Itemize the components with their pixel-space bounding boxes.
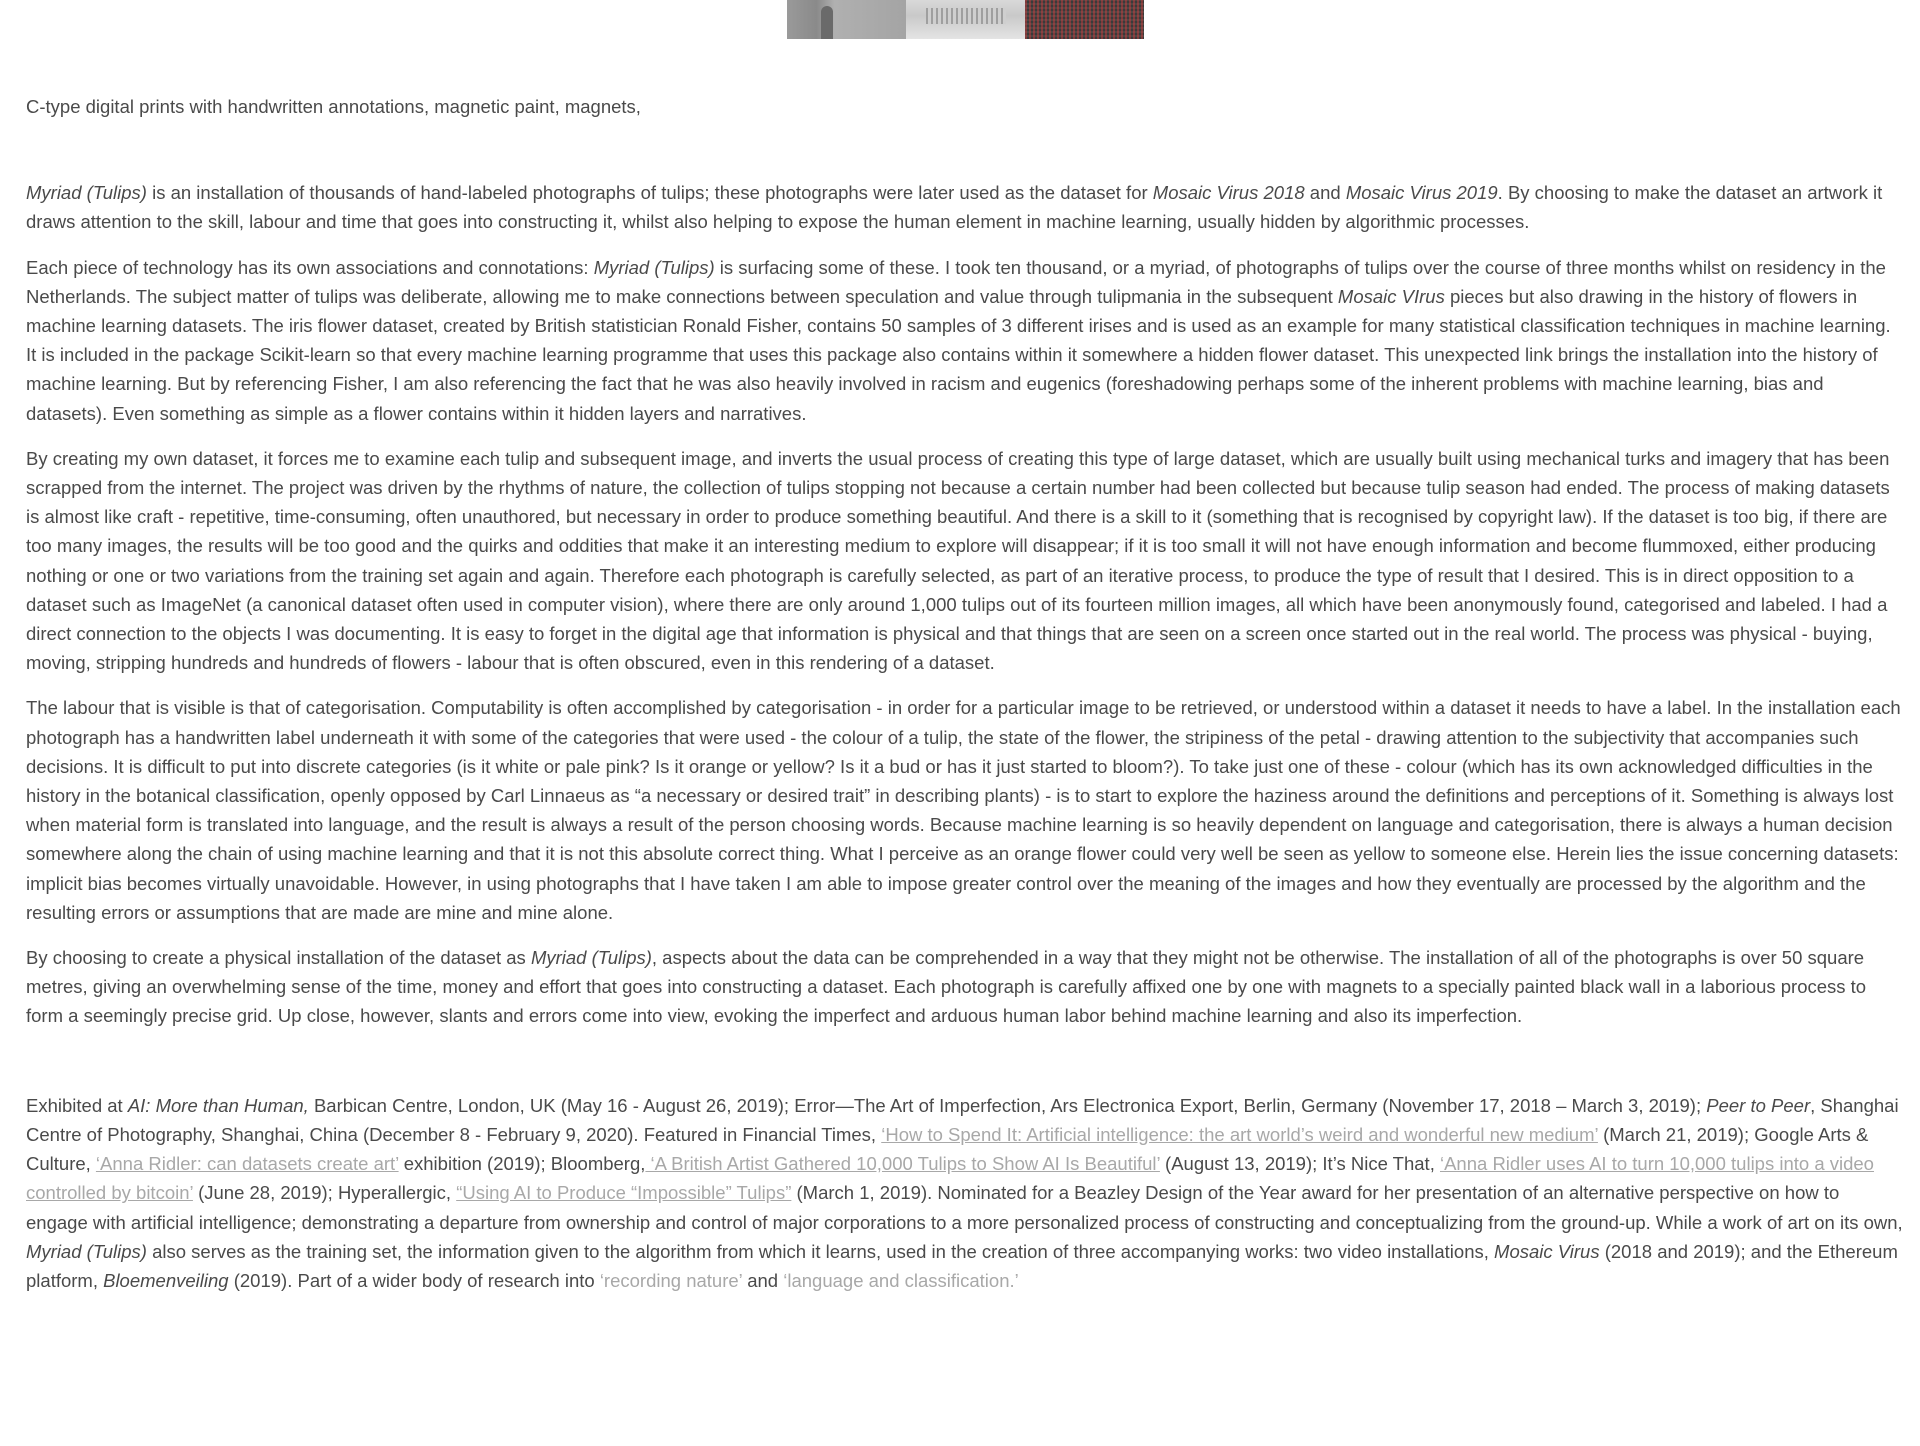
link-hyperallergic[interactable]: “Using AI to Produce “Impossible” Tulips” [456,1182,792,1204]
paragraph-intro [26,178,1906,236]
work-title: Myriad (Tulips) [593,256,715,278]
thumbnail-gallery-view-1[interactable] [787,0,906,39]
text-span: (March 21, 2019); Google Arts & Culture, [26,1123,1869,1175]
text-span: Exhibited at [26,1094,128,1116]
text-span: (2018 and 2019); and the Ethereum platform, [26,1240,1898,1291]
work-title: Myriad (Tulips) [26,182,147,204]
work-title: Bloemenveiling [103,1269,229,1291]
thumbnail-installation-detail[interactable] [1025,0,1144,39]
text-span: , Shanghai Centre of Photography, Shanghai, China (December 8 - February 9, 2020). Featured in Financial Times, [26,1094,1899,1145]
text-span: , aspects about the data can be comprehended in a way that they might not be otherwise. The installation of all of the photographs is over 50 square metres, giving an overwhelming sense of the time, money and effort that goes into constructing a dataset. Each photograph is carefully affixed one by one with magnets to a specially painted black wall in a laborious process to form a seemingly precise grid. Up close, however, slants and errors come into view, evoking the imperfect and arduous human labor behind machine learning and also its imperfection. [26,947,1867,1027]
text-span: pieces but also drawing in the history of flowers in machine learning datasets. The iris flower dataset, created by British statistician Ronald Fisher, contains 50 samples of 3 different irises and is used as an example for many statistical classification techniques in machine learning. It is included in the package Scikit-learn so that every machine learning programme that uses this package also contains within it somewhere a hidden flower dataset. This unexpected link brings the installation into the history of machine learning. But by referencing Fisher, I am also referencing the fact that he was also heavily involved in racism and eugenics (foreshadowing perhaps some of the inherent problems with machine learning, bias and datasets). Even something as simple as a flower contains within it hidden layers and narratives. [26,285,1891,424]
text-span: (June 28, 2019); Hyperallergic, [192,1182,457,1204]
thumbnail-strip [787,0,1144,39]
work-title: Mosaic Virus 2019 [1345,182,1498,204]
work-title: Mosaic VIrus [1337,285,1445,307]
text-span: By choosing to create a physical installation of the dataset as [26,947,531,969]
exhibition-title: Peer to Peer [1706,1094,1811,1116]
text-span: and [742,1269,784,1291]
link-its-nice-that[interactable]: ‘Anna Ridler uses AI to turn 10,000 tulips into a video controlled by bitcoin’ [26,1153,1874,1204]
medium-line: C-type digital prints with handwritten annotations, magnetic paint, magnets, [26,96,641,117]
text-span: (March 1, 2019). Nominated for a Beazley Design of the Year award for her presentation of an alternative perspective on how to engage with artificial intelligence; demonstrating a departure from ownership and control of major corporations to a more personalized process of constructing and conceptualizing from the ground-up. While a work of art on its own, [26,1182,1903,1233]
link-bloomberg[interactable]: ‘A British Artist Gathered 10,000 Tulips to Show AI Is Beautiful’ [645,1153,1160,1175]
text-span: also serves as the training set, the information given to the algorithm from which it learns, used in the creation of three accompanying works: two video installations, [146,1240,1495,1262]
paragraph-installation [26,943,1906,1031]
thumbnail-gallery-view-2[interactable] [906,0,1025,39]
paragraph-dataset: By creating my own dataset, it forces me to examine each tulip and subsequent image, and inverts the usual process of creating this type of large dataset, which are usually built using mechanical turks and imagery that has been scrapped from the internet. The project was driven by the rhythms of nature, the collection of tulips stopping not because a certain number had been collected but because tulip season had ended. The process of making datasets is almost like craft - repetitive, time-consuming, often unauthored, but necessary in order to produce something beautiful. And there is a skill to it (something that is recognised by copyright law). If the dataset is too big, if there are too many images, the results will be too good and the quirks and oddities that make it an interesting medium to explore will disappear; if it is too small it will not have enough information and become flummoxed, either producing nothing or one or two variations from the training set again and again. Therefore each photograph is carefully selected, as part of an iterative process, to produce the type of result that I desired. This is in direct opposition to a dataset such as ImageNet (a canonical dataset often used in computer vision), where there are only around 1,000 tulips out of its fourteen million images, all which have been anonymously found, categorised and labeled. I had a direct connection to the objects I was documenting. It is easy to forget in the digital age that information is physical and that things that are seen on a screen once started out in the real world. The process was physical - buying, moving, stripping hundreds and hundreds of flowers - labour that is often obscured, even in this rendering of a dataset. [26,447,1890,674]
exhibition-title: AI: More than Human, [127,1094,309,1116]
paragraph-technology [26,253,1906,428]
work-title: Myriad (Tulips) [530,947,652,969]
work-title: Myriad (Tulips) [26,1240,147,1262]
artwork-description [26,92,1906,1311]
paragraph-labour: The labour that is visible is that of categorisation. Computability is often accomplished by categorisation - in order for a particular image to be retrieved, or understood within a dataset it needs to have a label. In the installation each photograph has a handwritten label underneath it with some of the categories that were used - the colour of a tulip, the state of the flower, the stripiness of the petal - drawing attention to the subjectivity that accompanies such decisions. It is difficult to put into discrete categories (is it white or pale pink? Is it orange or yellow? Is it a bud or has it just started to bloom?). To take just one of these - colour (which has its own acknowledged difficulties in the history in the botanical classification, openly opposed by Carl Linnaeus as “a necessary or desired trait” in describing plants) - is to start to explore the haziness around the definitions and perceptions of it. Something is always lost when material form is translated into language, and the result is always a result of the person choosing words. Because machine learning is so heavily dependent on language and categorisation, there is always a human decision somewhere along the chain of using machine learning and that it is not this absolute correct thing. What I perceive as an orange flower could very well be seen as yellow to someone else. Herein lies the issue concerning datasets: implicit bias becomes virtually unavoidable. However, in using photographs that I have taken I am able to impose greater control over the meaning of the images and how they eventually are processed by the algorithm and the resulting errors or assumptions that are made are mine and mine alone. [26,697,1901,923]
text-span: is an installation of thousands of hand-labeled photographs of tulips; these photographs were later used as the dataset for [146,182,1153,204]
text-span: Each piece of technology has its own associations and connotations: [26,256,594,278]
link-financial-times[interactable]: ‘How to Spend It: Artificial intelligence: the art world’s weird and wonderful new medium’ [881,1123,1598,1145]
text-span: is surfacing some of these. I took ten thousand, or a myriad, of photographs of tulips over the course of three months whilst on residency in the Netherlands. The subject matter of tulips was deliberate, allowing me to make connections between speculation and value through tulipmania in the subsequent [26,256,1886,307]
paragraph-exhibitions [26,1091,1906,1295]
link-language-classification[interactable]: ‘language and classification.’ [783,1269,1019,1291]
text-span: and [1304,182,1346,204]
body-text [26,178,1906,1030]
text-span: . By choosing to make the dataset an artwork it draws attention to the skill, labour and time that goes into constructing it, whilst also helping to expose the human element in machine learning, usually hidden by algorithmic processes. [26,182,1883,233]
link-google-arts[interactable]: ‘Anna Ridler: can datasets create art’ [95,1153,399,1175]
work-title: Mosaic Virus [1494,1240,1600,1262]
text-span: exhibition (2019); Bloomberg, [398,1153,646,1175]
text-span: (2019). Part of a wider body of research into [228,1269,600,1291]
text-span: Barbican Centre, London, UK (May 16 - August 26, 2019); Error—The Art of Imperfection, Ars Electronica Export, Berlin, Germany (November 17, 2018 – March 3, 2019); [308,1094,1707,1116]
text-span: (August 13, 2019); It’s Nice That, [1159,1153,1440,1175]
link-recording-nature[interactable]: ‘recording nature’ [599,1269,743,1291]
work-title: Mosaic Virus 2018 [1152,182,1305,204]
